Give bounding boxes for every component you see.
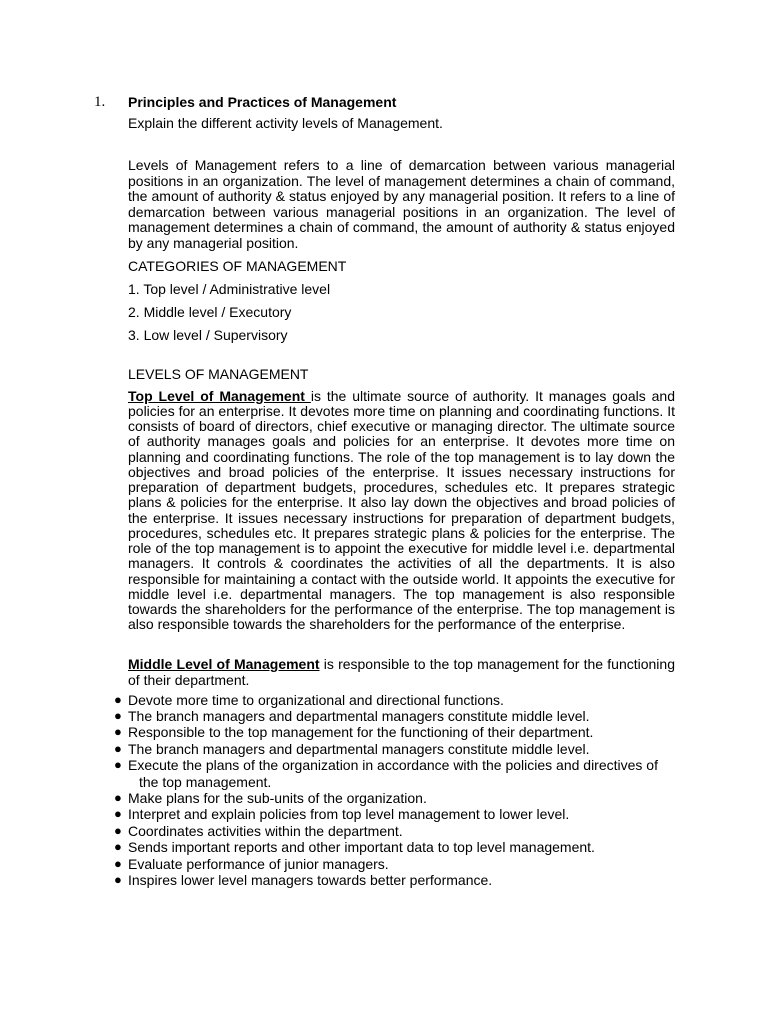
- section-title: Principles and Practices of Management: [128, 94, 397, 110]
- category-item-top: 1. Top level / Administrative level: [128, 280, 331, 297]
- list-item: ● Responsible to the top management for the functioning of their department.: [114, 724, 594, 741]
- bullet-icon: ●: [114, 740, 122, 756]
- categories-heading: CATEGORIES OF MANAGEMENT: [128, 257, 347, 274]
- list-item: ● Interpret and explain policies from top level management to lower level.: [114, 806, 570, 823]
- intro-paragraph: Levels of Management refers to a line of demarcation between various managerial positions in an organization. The level of management determines a chain of command, the amount of authority & status enjoyed by any managerial position. It refers to a line of demarcation between various managerial positions in an organization. The level of management determines a chain of command, the amount of authority & status enjoyed by any managerial position.: [128, 157, 675, 251]
- list-item: ● Execute the plans of the organization in accordance with the policies and directives of the top management.: [128, 757, 675, 790]
- top-level-term: Top Level of Management: [128, 387, 311, 404]
- bullet-icon: ●: [114, 872, 122, 888]
- top-level-paragraph: [128, 389, 675, 633]
- bullet-icon: ●: [114, 839, 122, 855]
- question-number: 1.: [94, 94, 106, 110]
- middle-level-paragraph: [128, 656, 675, 688]
- list-item: ● The branch managers and departmental managers constitute middle level.: [114, 740, 590, 757]
- levels-heading: LEVELS OF MANAGEMENT: [128, 365, 309, 382]
- category-item-middle: 2. Middle level / Executory: [128, 303, 292, 320]
- list-item-continuation: the top management.: [139, 773, 272, 790]
- list-item: ● Inspires lower level managers towards better performance.: [114, 872, 493, 889]
- bullet-icon: ●: [114, 806, 122, 822]
- bullet-icon: ●: [114, 790, 122, 805]
- bullet-icon: ●: [114, 855, 122, 871]
- bullet-icon: ●: [114, 691, 122, 707]
- middle-level-bullet-list: [114, 691, 675, 889]
- list-item: ● Devote more time to organizational and directional functions.: [114, 691, 504, 708]
- list-item: ● The branch managers and departmental managers constitute middle level.: [114, 707, 590, 724]
- middle-level-text: is responsible to the top management for the functioning of their department.: [128, 655, 675, 688]
- bullet-icon: ●: [114, 757, 122, 773]
- bullet-icon: ●: [114, 724, 122, 740]
- question-text: Explain the different activity levels of Management.: [128, 115, 443, 131]
- bullet-icon: ●: [114, 707, 122, 723]
- bullet-icon: ●: [114, 822, 122, 838]
- top-level-text: is the ultimate source of authority. It manages goals and policies for an enterprise. It devotes more time on planning and coordinating functions. It consists of board of directors, chief executive or managing director. The ultimate source of authority manages goals and policies for an enterprise. It devotes more time on planning and coordinating functions. The role of the top management is to lay down the objectives and broad policies of the enterprise. It issues necessary instructions for preparation of department budgets, procedures, schedules etc. It prepares strategic plans & policies for the enterprise. It also lay down the objectives and broad policies of the enterprise. It issues necessary instructions for preparation of department budgets, procedures, schedules etc. It prepares strategic plans & policies for the enterprise. The role of the top management is to appoint the executive for middle level i.e. departmental managers. It controls & coordinates the activities of all the departments. It is also responsible for maintaining a contact with the outside world. It appoints the executive for middle level i.e. departmental managers. The top management is also responsible towards the shareholders for the performance of the enterprise. The top management is also responsible towards the shareholders for the performance of the enterprise.: [128, 387, 675, 633]
- category-item-low: 3. Low level / Supervisory: [128, 326, 288, 343]
- document-body: [114, 94, 675, 889]
- list-item: ● Make plans for the sub-units of the organization.: [114, 790, 427, 806]
- list-item: ● Coordinates activities within the department.: [114, 822, 403, 839]
- list-item: ● Evaluate performance of junior managers.: [114, 855, 389, 872]
- middle-level-term: Middle Level of Management: [128, 655, 320, 672]
- list-item: ● Sends important reports and other important data to top level management.: [114, 839, 595, 856]
